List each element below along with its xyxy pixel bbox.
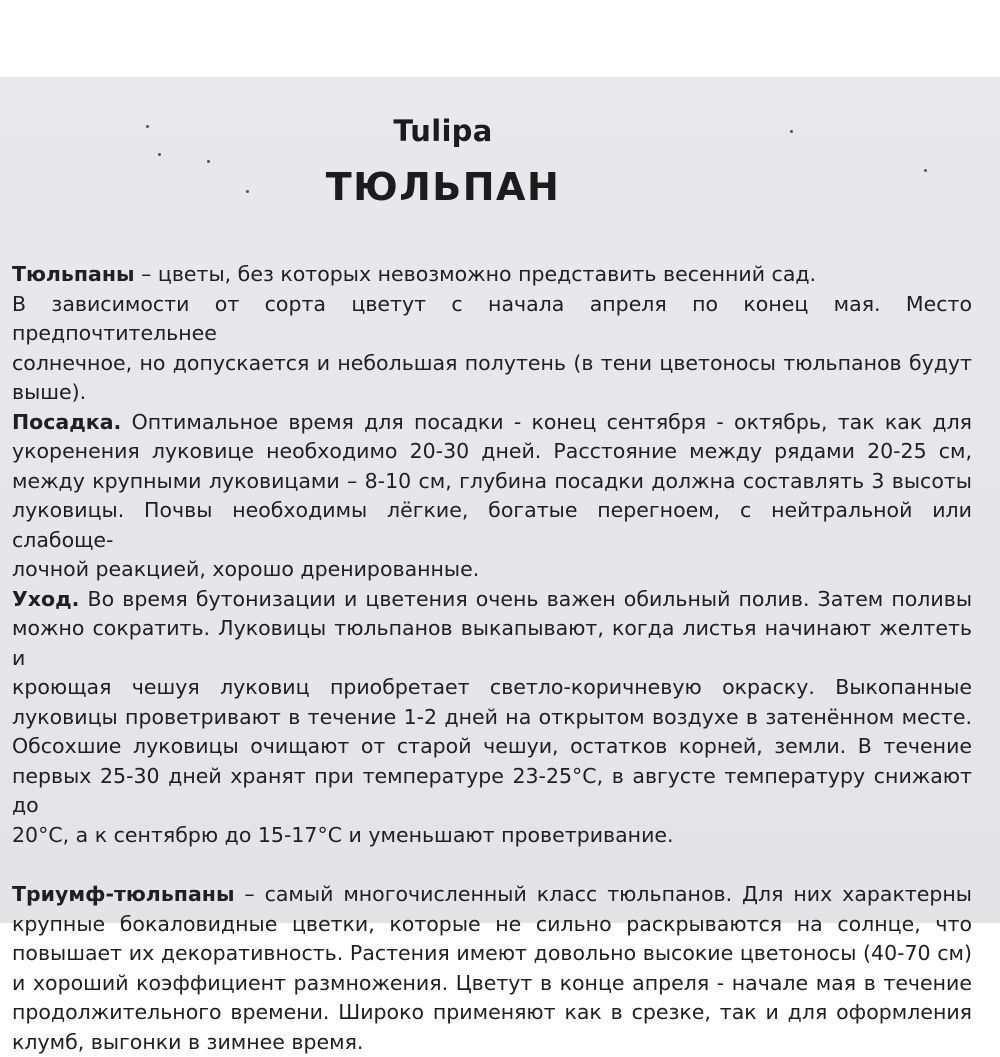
care-line-5: Обсохшие луковицы очищают от старой чешуи, остатков корней, земли. В течение (12, 732, 972, 762)
care-paragraph (12, 585, 972, 851)
triumph-line-6: клумб, выгонки в зимнее время. (12, 1028, 972, 1057)
text-line (12, 585, 972, 615)
care-line-7: 20°С, а к сентябрю до 15-17°С и уменьшают проветривание. (12, 821, 972, 851)
intro-line-1: – цветы, без которых невозможно представить весенний сад. (135, 262, 817, 286)
speck (207, 160, 210, 163)
triumph-line-5: продолжительного времени. Широко применяют как в срезке, так и для оформления (12, 998, 972, 1028)
care-line-3: кроющая чешуя луковиц приобретает светло-коричневую окраску. Выкопанные (12, 673, 972, 703)
intro-paragraph (12, 260, 972, 408)
paragraph-gap (12, 850, 972, 880)
latin-name: Tulipa (0, 114, 886, 148)
planting-line-2: укоренения луковице необходимо 20-30 дней. Расстояние между рядами 20-25 см, (12, 437, 972, 467)
care-line-6: первых 25-30 дней хранят при температуре 23-25°С, в августе температуру снижают до (12, 762, 972, 821)
planting-line-5: лочной реакцией, хорошо дренированные. (12, 555, 972, 585)
intro-line-4: выше). (12, 378, 972, 408)
triumph-line-2: крупные бокаловидные цветки, которые не сильно раскрываются на солнце, что (12, 910, 972, 940)
planting-paragraph (12, 408, 972, 585)
triumph-lead: Триумф-тюльпаны (12, 882, 234, 906)
intro-line-3: солнечное, но допускается и небольшая полутень (в тени цветоносы тюльпанов будут (12, 349, 972, 379)
text-line (12, 880, 972, 910)
text-line (12, 260, 972, 290)
planting-line-1: Оптимальное время для посадки - конец сентября - октябрь, так как для (121, 410, 972, 434)
text-line (12, 408, 972, 438)
speck (924, 169, 927, 172)
speck (158, 153, 161, 156)
care-line-4: луковицы проветривают в течение 1-2 дней на открытом воздухе в затенённом месте. (12, 703, 972, 733)
care-line-1: Во время бутонизации и цветения очень важен обильный полив. Затем поливы (79, 587, 972, 611)
page-title: ТЮЛЬПАН (0, 165, 886, 209)
planting-lead: Посадка. (12, 410, 121, 434)
triumph-paragraph (12, 880, 972, 1057)
intro-line-2: В зависимости от сорта цветут с начала апреля по конец мая. Место предпочтительнее (12, 290, 972, 349)
care-line-2: можно сократить. Луковицы тюльпанов выкапывают, когда листья начинают желтеть и (12, 614, 972, 673)
care-lead: Уход. (12, 587, 79, 611)
triumph-line-1: – самый многочисленный класс тюльпанов. Для них характерны (234, 882, 972, 906)
triumph-line-3: повышает их декоративность. Растения имеют довольно высокие цветоносы (40-70 см) (12, 939, 972, 969)
description-body (12, 260, 972, 1057)
planting-line-3: между крупными луковицами – 8-10 см, глубина посадки должна составлять 3 высоты (12, 467, 972, 497)
leaflet-sheet (0, 77, 1000, 923)
triumph-line-4: и хороший коэффициент размножения. Цветут в конце апреля - начале мая в течение (12, 969, 972, 999)
intro-lead: Тюльпаны (12, 262, 135, 286)
planting-line-4: луковицы. Почвы необходимы лёгкие, богатые перегноем, с нейтральной или слабоще- (12, 496, 972, 555)
